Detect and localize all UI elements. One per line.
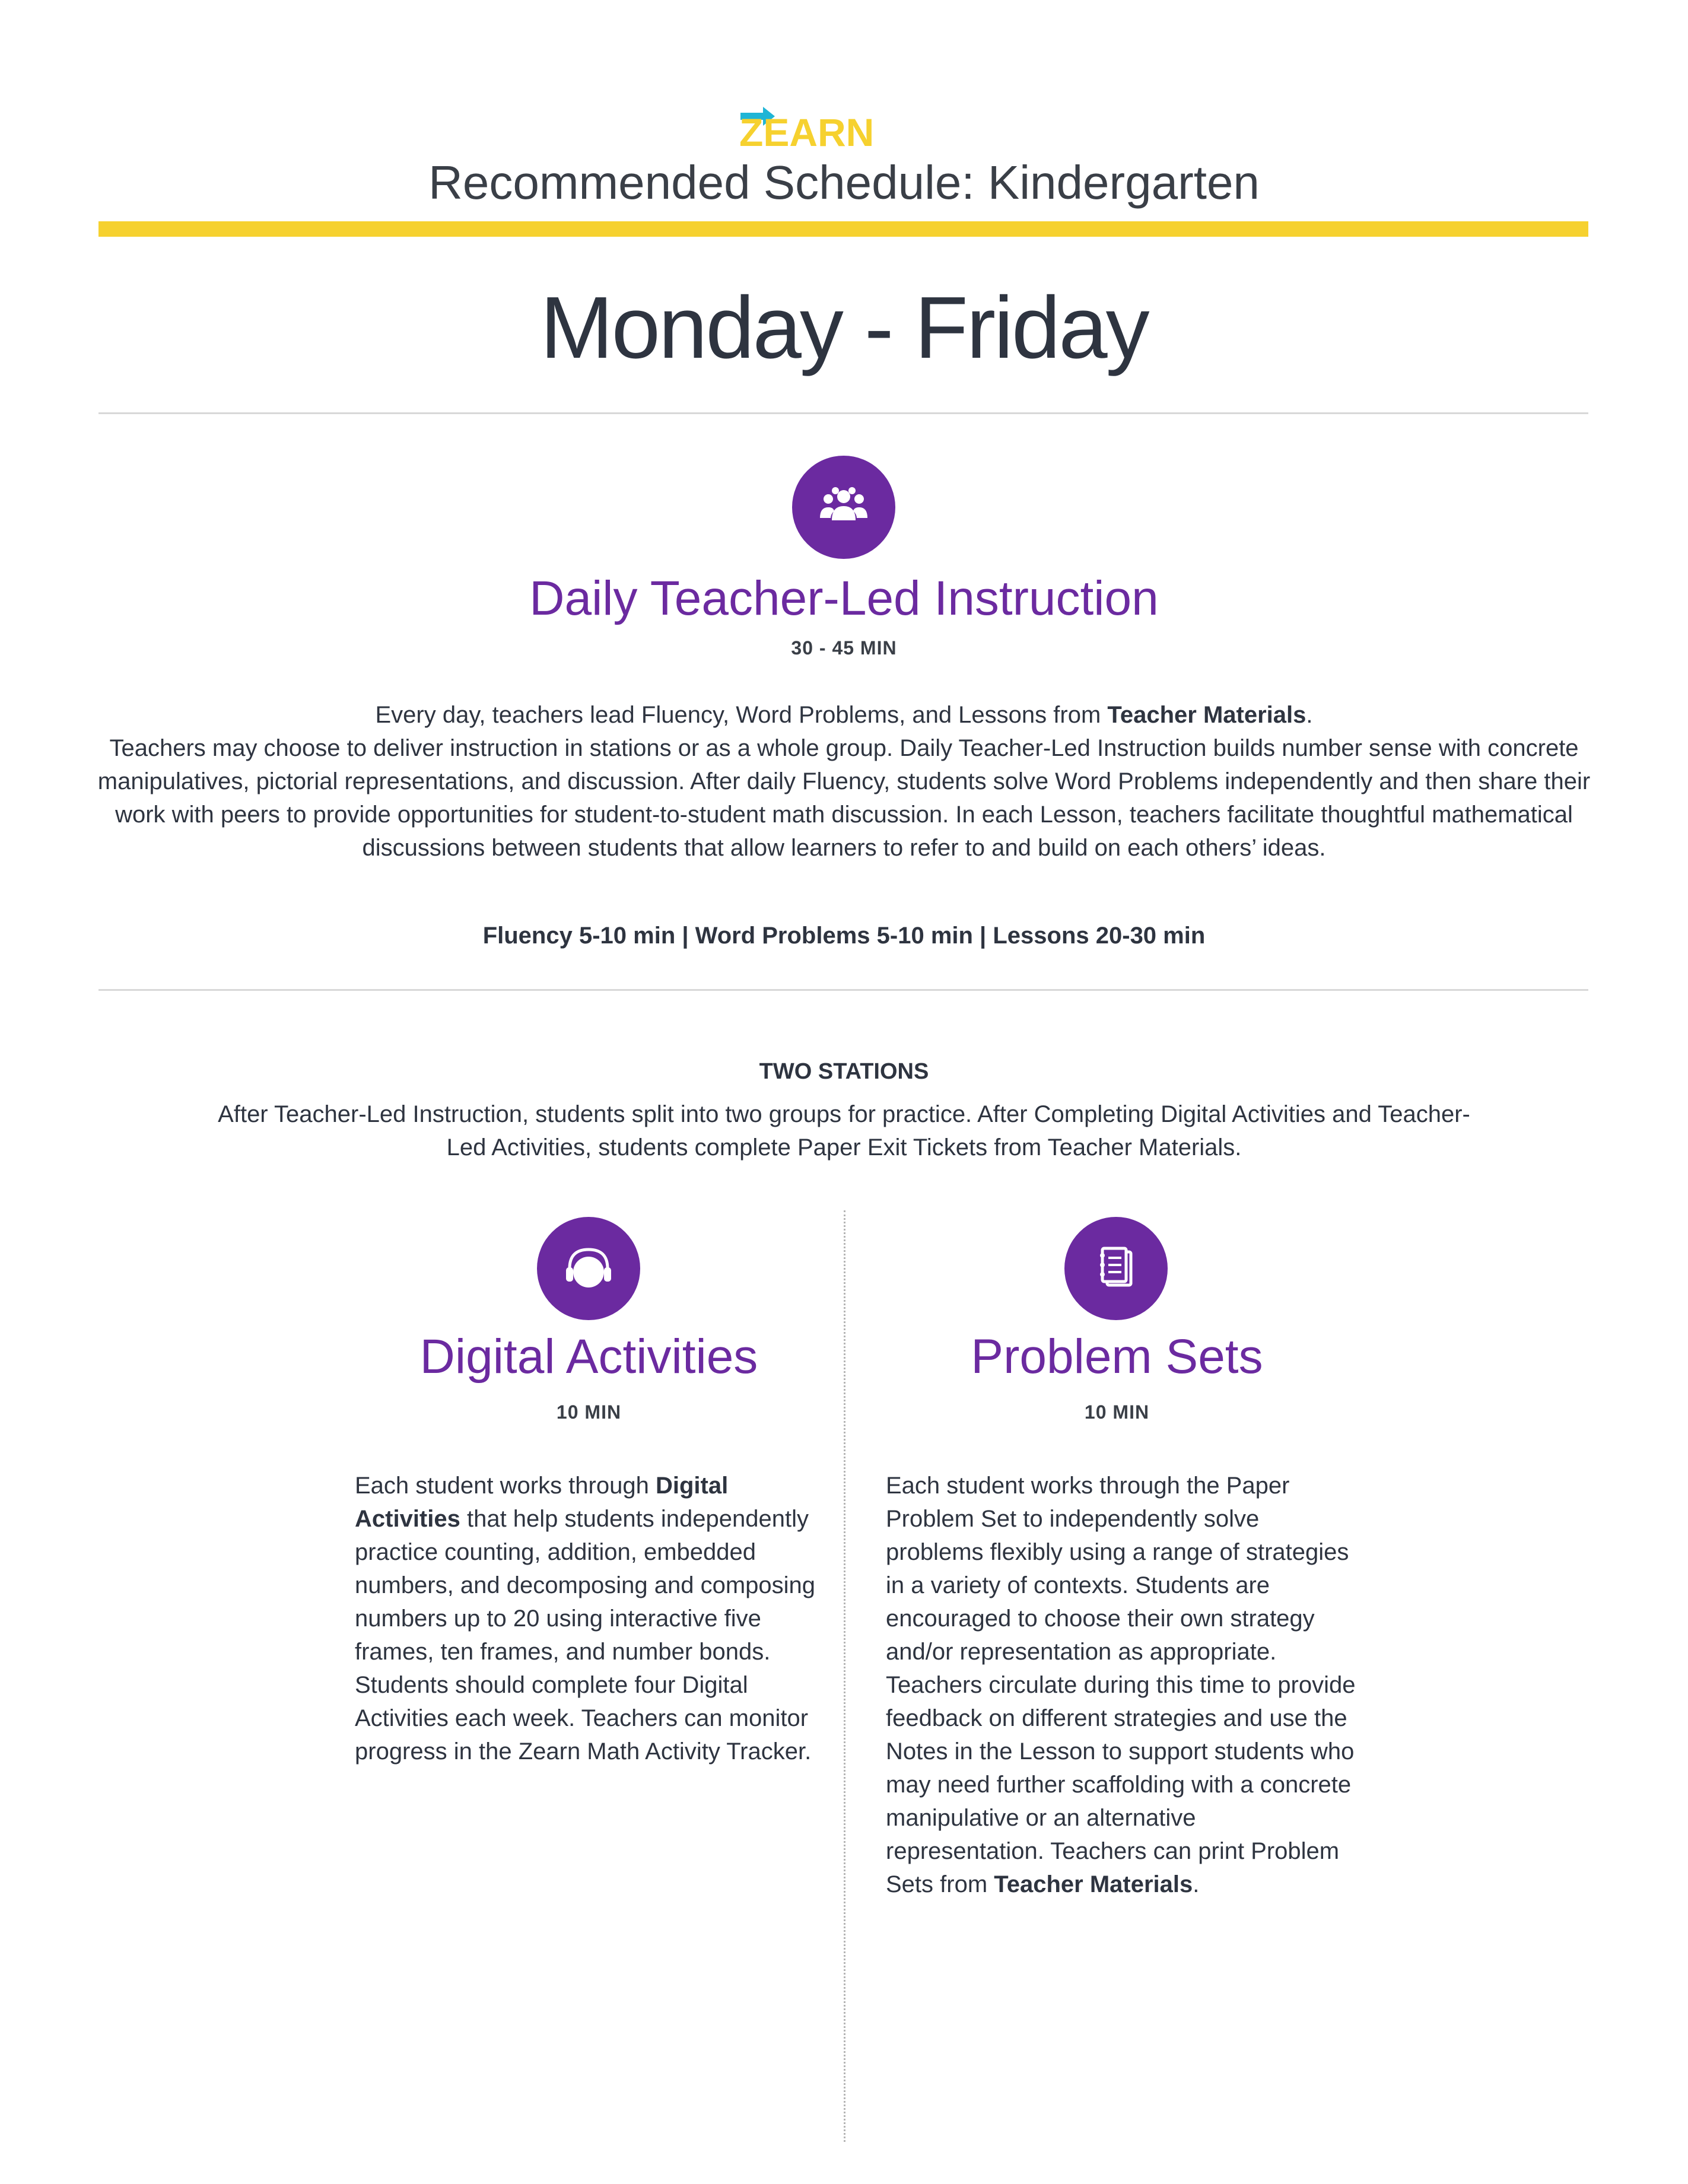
group-of-people-icon: [792, 456, 895, 559]
digital-activities-duration: 10 MIN: [556, 1401, 622, 1423]
digital-text: that help students independently practice counting, addition, embedded numbers, and decomposing and composing numbers up to 20 using interactive five frames, ten frames, and number bonds. Students should complete four Digital Activities each week. Teachers can monitor progress in the Zearn Math Activity Tracker.: [355, 1506, 816, 1765]
digital-activities-emphasis: Digital Activities: [355, 1473, 729, 1532]
section-divider: [98, 412, 1588, 414]
problem-sets-text: .: [1193, 1871, 1200, 1897]
problem-sets-title: Problem Sets: [971, 1330, 1263, 1384]
stations-heading: TWO STATIONS: [759, 1059, 929, 1084]
digital-activities-description: [355, 1469, 829, 1768]
notebook-icon: [1064, 1217, 1168, 1320]
problem-sets-description: [886, 1469, 1360, 1901]
teacher-led-duration: 30 - 45 MIN: [791, 637, 897, 659]
stations-description: After Teacher-Led Instruction, students split into two groups for practice. After Completing Digital Activities and Teacher-Led Activities, students complete Paper Exit Tickets from Teacher Materials.: [218, 1101, 1470, 1161]
digital-activities-title: Digital Activities: [419, 1330, 758, 1384]
logo-wordmark: ZEARN: [739, 110, 875, 153]
teacher-led-text: Every day, teachers lead Fluency, Word Problems, and Lessons from: [375, 702, 1108, 728]
header-accent-bar: [98, 221, 1588, 237]
teacher-led-text: Teachers may choose to deliver instruction in stations or as a whole group. Daily Teacher-Led Instruction builds number sense with concrete manipulatives, pictorial representations, and discussion. After daily Fluency, students solve Word Problems independently and then share their work with peers to provide opportunities for student-to-student math discussion. In each Lesson, teachers facilitate thoughtful mathematical discussions between students that allow learners to refer to and build on each others’ ideas.: [97, 735, 1591, 861]
teacher-led-title: Daily Teacher-Led Instruction: [529, 571, 1159, 625]
headphones-icon: [537, 1217, 640, 1320]
teacher-materials-emphasis: Teacher Materials: [994, 1871, 1193, 1897]
problem-sets-text: Each student works through the Paper Problem Set to independently solve problems flexibly using a range of strategies in a variety of contexts. Students are encouraged to choose their own strategy and/or representation as appropriate. Teachers circulate during this time to provide feedback on different strategies and use the Notes in the Lesson to support students who may need further scaffolding with a concrete manipulative or an alternative representation. Teachers can print Problem Sets from: [886, 1473, 1356, 1897]
teacher-led-text: .: [1306, 702, 1313, 728]
teacher-led-description: [83, 698, 1605, 864]
teacher-led-timing: Fluency 5-10 min | Word Problems 5-10 min | Lessons 20-30 min: [482, 923, 1206, 949]
days-heading: Monday - Friday: [540, 279, 1148, 377]
page-title: Recommended Schedule: Kindergarten: [428, 156, 1260, 209]
digital-text: Each student works through: [355, 1473, 656, 1499]
section-divider: [98, 989, 1588, 991]
teacher-materials-emphasis: Teacher Materials: [1107, 702, 1306, 728]
zearn-logo: [736, 100, 949, 153]
problem-sets-duration: 10 MIN: [1084, 1401, 1150, 1423]
